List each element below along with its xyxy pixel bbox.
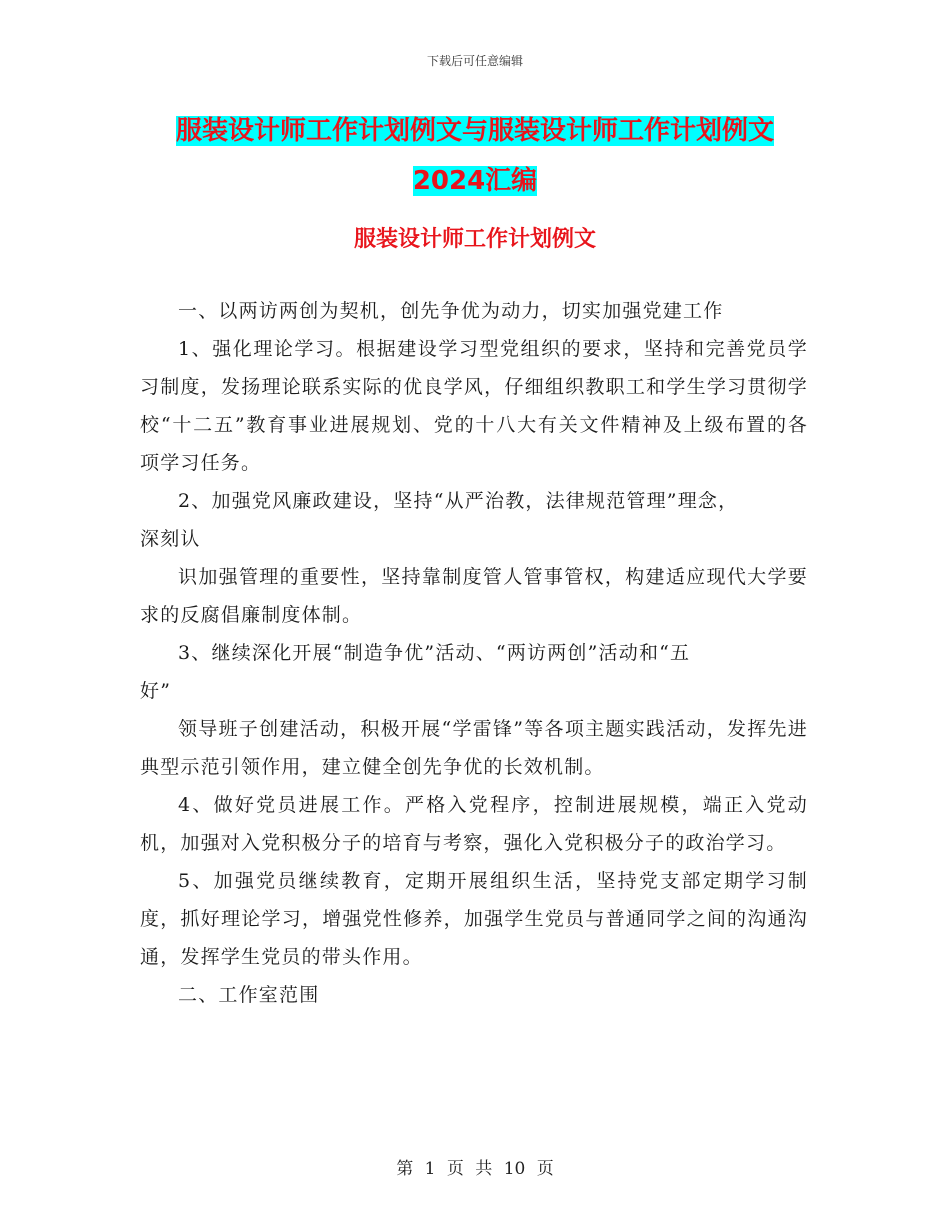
- page-number: 第 1 页 共 10 页: [396, 1159, 554, 1179]
- paragraph: 深刻认: [140, 528, 201, 550]
- paragraph: 5、加强党员继续教育，定期开展组织生活，坚持党支部定期学习制度，抓好理论学习，增强党性修养，加强学生党员与普通同学之间的沟通沟通，发挥学生党员的带头作用。: [140, 870, 808, 968]
- paragraph: 4、做好党员进展工作。严格入党程序，控制进展规模，端正入党动机，加强对入党积极分子的培育与考察，强化入党积极分子的政治学习。: [140, 794, 808, 854]
- paragraph: 1、强化理论学习。根据建设学习型党组织的要求，坚持和完善党员学习制度，发扬理论联系实际的优良学风，仔细组织教职工和学生学习贯彻学校“十二五”教育事业进展规划、党的十八大有关文件精神及上级布置的各项学习任务。: [140, 338, 808, 474]
- title-line-2: 2024汇编: [412, 166, 538, 196]
- page-header-note: 下载后可任意编辑: [426, 54, 523, 68]
- paragraph: 识加强管理的重要性，坚持靠制度管人管事管权，构建适应现代大学要求的反腐倡廉制度体制。: [140, 566, 808, 626]
- paragraph: 好”: [140, 680, 172, 702]
- paragraph: 2、加强党风廉政建设，坚持“从严治教，法律规范管理”理念，: [178, 490, 739, 512]
- paragraph: 3、继续深化开展“制造争优”活动、“两访两创”活动和“五: [178, 642, 691, 664]
- paragraph: 一、以两访两创为契机，创先争优为动力，切实加强党建工作: [178, 300, 724, 322]
- section-title: 服装设计师工作计划例文: [353, 227, 596, 252]
- paragraph: 二、工作室范围: [178, 984, 320, 1006]
- paragraph: 领导班子创建活动，积极开展“学雷锋”等各项主题实践活动，发挥先进典型示范引领作用，建立健全创先争优的长效机制。: [140, 718, 808, 778]
- document-body: [140, 292, 808, 1014]
- document-title: [140, 106, 810, 206]
- title-line-1: 服装设计师工作计划例文与服装设计师工作计划例文: [175, 116, 774, 146]
